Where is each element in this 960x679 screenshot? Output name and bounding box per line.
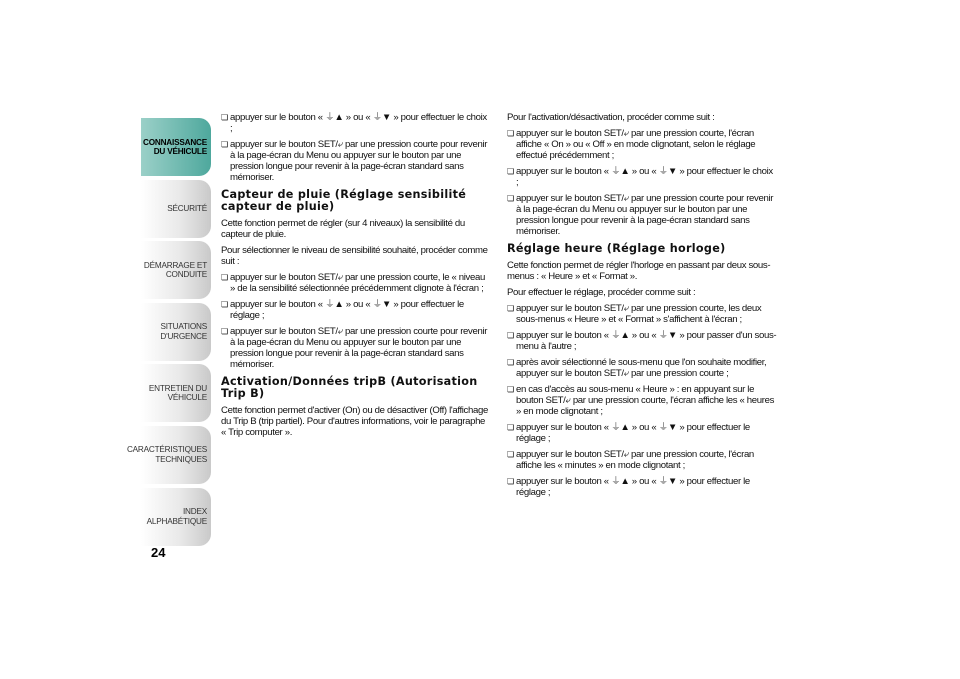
left-column — [221, 112, 491, 443]
list-item: ❏ appuyer sur le bouton « ⏚▲ » ou « ⏚▼ » pour effectuer le choix ; — [221, 112, 491, 134]
paragraph: Pour effectuer le réglage, procéder comme suit : — [507, 287, 696, 298]
paragraph: Pour sélectionner le niveau de sensibilité souhaité, procéder comme suit : — [221, 245, 488, 267]
list-item: ❏ en cas d'accès au sous-menu « Heure » : en appuyant sur le bouton SET/⤶ par une pression courte, l'écran affiche les « heures » en mode clignotant ; — [507, 384, 777, 417]
list-item: ❏ appuyer sur le bouton « ⏚▲ » ou « ⏚▼ » pour effectuer le réglage ; — [507, 422, 777, 444]
chapter-sidebar — [126, 118, 211, 549]
list-item: ❏ appuyer sur le bouton SET/⤶ par une pression courte, l'écran affiche les « minutes » en mode clignotant ; — [507, 449, 777, 471]
tab-demarrage-et-conduite[interactable]: DÉMARRAGE ET CONDUITE — [141, 241, 211, 299]
section-heading-capteur-pluie: Capteur de pluie (Réglage sensibilité capteur de pluie) — [221, 188, 467, 213]
list-item: ❏ appuyer sur le bouton « ⏚▲ » ou « ⏚▼ » pour effectuer le choix ; — [507, 166, 777, 188]
tab-entretien-du-vehicule[interactable]: ENTRETIEN DU VÉHICULE — [141, 364, 211, 422]
list-item: ❏ appuyer sur le bouton « ⏚▲ » ou « ⏚▼ » pour effectuer le réglage ; — [507, 476, 777, 498]
list-item: ❏ appuyer sur le bouton « ⏚▲ » ou « ⏚▼ » pour passer d'un sous-menu à l'autre ; — [507, 330, 777, 352]
tab-index-alphabetique[interactable]: INDEX ALPHABÉTIQUE — [141, 488, 211, 546]
list-item: ❏ appuyer sur le bouton « ⏚▲ » ou « ⏚▼ » pour effectuer le réglage ; — [221, 299, 491, 321]
list-item: ❏ appuyer sur le bouton SET/⤶ par une pression courte pour revenir à la page-écran du Menu ou appuyer sur le bouton par une pression longue pour revenir à la page-écran standard sans mémoriser. — [221, 326, 491, 370]
section-heading-reglage-heure: Réglage heure (Réglage horloge) — [507, 242, 726, 255]
list-item: ❏ appuyer sur le bouton SET/⤶ par une pression courte, les deux sous-menus « Heure » et « Format » s'affichent à l'écran ; — [507, 303, 777, 325]
paragraph: Cette fonction permet d'activer (On) ou de désactiver (Off) l'affichage du Trip B (trip partiel). Pour d'autres informations, voir le paragraphe « Trip computer ». — [221, 405, 488, 438]
list-item: ❏ appuyer sur le bouton SET/⤶ par une pression courte pour revenir à la page-écran du Menu ou appuyer sur le bouton par une pression longue pour revenir à la page-écran standard sans mémoriser. — [221, 139, 491, 183]
section-heading-trip-b: Activation/Données tripB (Autorisation Trip B) — [221, 375, 478, 400]
list-item: ❏ appuyer sur le bouton SET/⤶ par une pression courte, le « niveau » de la sensibilité sélectionnée précédemment clignote à l'écran ; — [221, 272, 491, 294]
list-item: ❏ appuyer sur le bouton SET/⤶ par une pression courte pour revenir à la page-écran du Menu ou appuyer sur le bouton par une pression longue pour revenir à la page-écran standard sans mémoriser. — [507, 193, 777, 237]
paragraph: Cette fonction permet de régler l'horloge en passant par deux sous-menus : « Heure » et « Format ». — [507, 260, 771, 282]
page-number: 24 — [151, 545, 166, 560]
tab-securite[interactable]: SÉCURITÉ — [141, 180, 211, 238]
tab-caracteristiques-techniques[interactable]: CARACTÉRISTIQUES TECHNIQUES — [141, 426, 211, 484]
right-column — [507, 112, 777, 503]
paragraph: Pour l'activation/désactivation, procéder comme suit : — [507, 112, 715, 123]
list-item: ❏ après avoir sélectionné le sous-menu que l'on souhaite modifier, appuyer sur le bouton SET/⤶ par une pression courte ; — [507, 357, 777, 379]
list-item: ❏ appuyer sur le bouton SET/⤶ par une pression courte, l'écran affiche « On » ou « Off » en mode clignotant, selon le réglage effectué précédemment ; — [507, 128, 777, 161]
tab-connaissance-du-vehicule[interactable]: CONNAISSANCE DU VÉHICULE — [141, 118, 211, 176]
tab-situations-durgence[interactable]: SITUATIONS D'URGENCE — [141, 303, 211, 361]
paragraph: Cette fonction permet de régler (sur 4 niveaux) la sensibilité du capteur de pluie. — [221, 218, 465, 240]
